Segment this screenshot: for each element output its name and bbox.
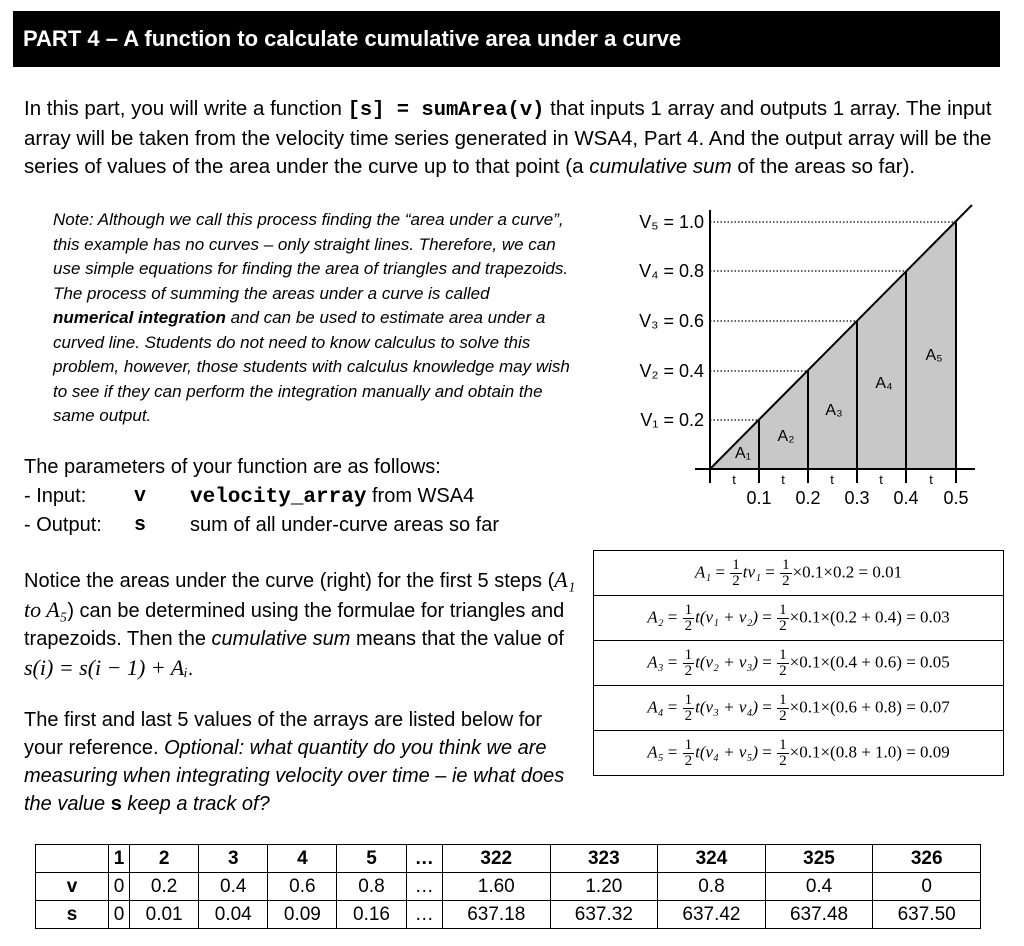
half-fraction: $\frac{1}{2}$	[779, 736, 787, 769]
formula-cell: A₅ = $\frac{1}{2}$ t(v₄ + v₅) = $\frac{1}{2}$ ×0.1×(0.8 + 1.0) = 0.09	[594, 731, 1004, 776]
input-code: velocity_array	[190, 486, 367, 509]
formula-mid: t(v₄ + v₅)	[695, 741, 759, 761]
table-cell: 637.50	[873, 901, 981, 929]
x-tick-4: 0.4	[893, 488, 919, 508]
note-text-2: and can be used to estimate area under a curved line. Students do not need to know calculus to solve this problem, however, those students with calculus knowledge may wish to see if they can perform the integration manually and obtain the same output.	[53, 308, 570, 425]
formula-cell: A₂ = $\frac{1}{2}$ t(v₁ + v₂) = $\frac{1}{2}$ ×0.1×(0.2 + 0.4) = 0.03	[594, 596, 1004, 641]
input-source: from WSA4	[366, 485, 475, 507]
input-row	[24, 482, 584, 511]
half-fraction: $\frac{1}{2}$	[684, 646, 693, 679]
table-cell: 637.48	[765, 901, 873, 929]
v3-label: V₃ = 0.6	[639, 311, 704, 331]
half-fraction: $\frac{1}{2}$	[782, 556, 790, 589]
notice-emphasis: cumulative sum	[211, 628, 351, 650]
output-row	[24, 511, 584, 540]
area-formulas-table	[593, 550, 1004, 776]
row-label: v	[36, 873, 109, 901]
formula-cell: A₄ = $\frac{1}{2}$ t(v₃ + v₄) = $\frac{1}{2}$ ×0.1×(0.6 + 0.8) = 0.07	[594, 686, 1004, 731]
table-cell: 637.32	[550, 901, 658, 929]
table-cell: 0.16	[337, 901, 406, 929]
table-cell: 0.6	[268, 873, 337, 901]
table-cell: 0	[109, 873, 130, 901]
parameters-heading: The parameters of your function are as follows:	[24, 456, 441, 478]
table-cell: 0.09	[268, 901, 337, 929]
table-cell: 637.42	[658, 901, 766, 929]
table-cell: …	[406, 901, 442, 929]
formula-lhs: A₁	[694, 561, 712, 581]
header-cell: 323	[550, 845, 658, 873]
reference-question-2: keep a track of?	[121, 793, 270, 815]
formula-calc: ×0.1×0.2 = 0.01	[792, 561, 903, 581]
half-fraction: $\frac{1}{2}$	[779, 646, 787, 679]
notice-text-1: Notice the areas under the curve (right) for the first 5 steps (	[24, 570, 555, 592]
section-title: PART 4 – A function to calculate cumulative area under a curve	[23, 26, 682, 51]
notice-text-4: .	[187, 657, 194, 680]
table-cell: 0	[109, 901, 130, 929]
half-fraction: $\frac{1}{2}$	[684, 736, 693, 769]
table-cell: 0.04	[199, 901, 268, 929]
v4-label: V₄ = 0.8	[639, 261, 704, 281]
notice-paragraph	[24, 566, 579, 683]
x-tick-2: 0.2	[795, 488, 821, 508]
table-cell: 1.20	[550, 873, 658, 901]
intro-paragraph	[24, 95, 999, 181]
note-text-1: Note: Although we call this process finding the “area under a curve”, this example has no curves – only straight lines. Therefore, we can use simple equations for finding the area of triangles and trapezoids. The process of summing the areas under a curve is called	[53, 210, 569, 303]
intro-text-3: of the areas so far).	[731, 155, 916, 178]
t-label-1: t	[732, 472, 736, 487]
notice-formula: s(i) = s(i − 1) + Aᵢ	[24, 654, 188, 680]
table-header-row	[36, 845, 981, 873]
table-cell: 1.60	[442, 873, 550, 901]
note-paragraph	[53, 208, 573, 429]
v2-label: V₂ = 0.4	[639, 361, 704, 381]
area-label-1: A₁	[734, 445, 752, 462]
formula-row	[594, 641, 1004, 686]
header-cell: 324	[658, 845, 766, 873]
area-label-5: A₅	[925, 347, 943, 364]
output-label: - Output:	[24, 514, 102, 536]
header-cell: 2	[130, 845, 199, 873]
v1-label: V₁ = 0.2	[640, 410, 704, 430]
reference-text: The first and last 5 values of the arrays are listed below for your reference.	[24, 709, 543, 759]
notice-text-2: ) can be determined using the formulae for triangles and trapezoids. Then the	[24, 599, 565, 650]
table-cell: 0.4	[765, 873, 873, 901]
formula-mid: t(v₁ + v₂)	[695, 606, 759, 626]
formula-row	[594, 596, 1004, 641]
output-var: s	[134, 514, 147, 537]
formula-calc: ×0.1×(0.2 + 0.4) = 0.03	[789, 606, 950, 626]
row-label: s	[36, 901, 109, 929]
note-bold: numerical integration	[53, 308, 226, 327]
formula-calc: ×0.1×(0.6 + 0.8) = 0.07	[789, 696, 950, 716]
parameters-section	[24, 453, 584, 540]
header-cell: 325	[765, 845, 873, 873]
intro-emphasis: cumulative sum	[589, 155, 732, 178]
header-cell: …	[406, 845, 442, 873]
formula-mid: tv₁	[742, 561, 761, 581]
header-cell: 4	[268, 845, 337, 873]
output-desc: sum of all under-curve areas so far	[190, 514, 500, 536]
input-desc	[190, 482, 474, 512]
table-cell: 0.4	[199, 873, 268, 901]
half-fraction: $\frac{1}{2}$	[684, 691, 693, 724]
t-label-3: t	[830, 472, 834, 487]
header-cell: 5	[337, 845, 406, 873]
table-cell: 637.18	[442, 901, 550, 929]
formula-row	[594, 731, 1004, 776]
formula-calc: ×0.1×(0.8 + 1.0) = 0.09	[789, 741, 950, 761]
table-cell: …	[406, 873, 442, 901]
header-cell: 326	[873, 845, 981, 873]
formula-calc: ×0.1×(0.4 + 0.6) = 0.05	[789, 651, 950, 671]
half-fraction: $\frac{1}{2}$	[732, 556, 740, 589]
table-cell: 0.01	[130, 901, 199, 929]
formula-lhs: A₄	[647, 696, 664, 716]
formula-cell: A₁ = $\frac{1}{2}$ tv₁ = $\frac{1}{2}$ ×0.1×0.2 = 0.01	[594, 551, 1004, 596]
formula-mid: t(v₃ + v₄)	[695, 696, 759, 716]
table-cell: 0.8	[337, 873, 406, 901]
x-tick-3: 0.3	[844, 488, 870, 508]
reference-var: s	[110, 793, 122, 815]
table-cell: 0.2	[130, 873, 199, 901]
intro-text-2: that inputs 1 array and outputs 1 array. The input array will be taken from the velocity time series generated in WSA4, Part 4. And the output array will be the series of values of the area under the curve up to that point (a	[24, 97, 992, 178]
formula-lhs: A₅	[647, 741, 664, 761]
t-label-2: t	[781, 472, 785, 487]
header-cell	[36, 845, 109, 873]
section-header	[13, 11, 1000, 67]
t-label-4: t	[879, 472, 883, 487]
reference-values-table	[35, 844, 981, 929]
area-label-2: A₂	[777, 428, 795, 445]
reference-question-1: Optional: what quantity do you think we are measuring when integrating velocity over time – ie what does the value	[24, 737, 565, 815]
table-cell: 0.8	[658, 873, 766, 901]
x-tick-5: 0.5	[943, 488, 969, 508]
area-label-4: A₄	[875, 375, 893, 392]
reference-paragraph	[24, 706, 584, 818]
input-label: - Input:	[24, 485, 87, 507]
formula-lhs: A₃	[647, 651, 664, 671]
formula-row	[594, 551, 1004, 596]
table-row	[36, 901, 981, 929]
half-fraction: $\frac{1}{2}$	[684, 601, 693, 634]
function-signature: [s] = sumArea(v)	[347, 99, 545, 122]
area-label-3: A₃	[825, 402, 843, 419]
intro-text-1: In this part, you will write a function	[24, 97, 348, 120]
formula-mid: t(v₂ + v₃)	[695, 651, 759, 671]
x-tick-1: 0.1	[746, 488, 772, 508]
header-cell: 322	[442, 845, 550, 873]
formula-cell: A₃ = $\frac{1}{2}$ t(v₂ + v₃) = $\frac{1}{2}$ ×0.1×(0.4 + 0.6) = 0.05	[594, 641, 1004, 686]
notice-range: A₁ to A₅	[24, 567, 576, 622]
header-cell: 3	[199, 845, 268, 873]
half-fraction: $\frac{1}{2}$	[779, 601, 787, 634]
area-diagram	[590, 195, 1010, 515]
formula-row	[594, 686, 1004, 731]
notice-text-3: means that the value of	[350, 628, 564, 650]
input-var: v	[134, 485, 147, 508]
formula-lhs: A₂	[647, 606, 664, 626]
table-row	[36, 873, 981, 901]
table-cell: 0	[873, 873, 981, 901]
header-cell: 1	[109, 845, 130, 873]
t-label-5: t	[929, 472, 933, 487]
half-fraction: $\frac{1}{2}$	[779, 691, 787, 724]
v5-label: V₅ = 1.0	[639, 212, 704, 232]
